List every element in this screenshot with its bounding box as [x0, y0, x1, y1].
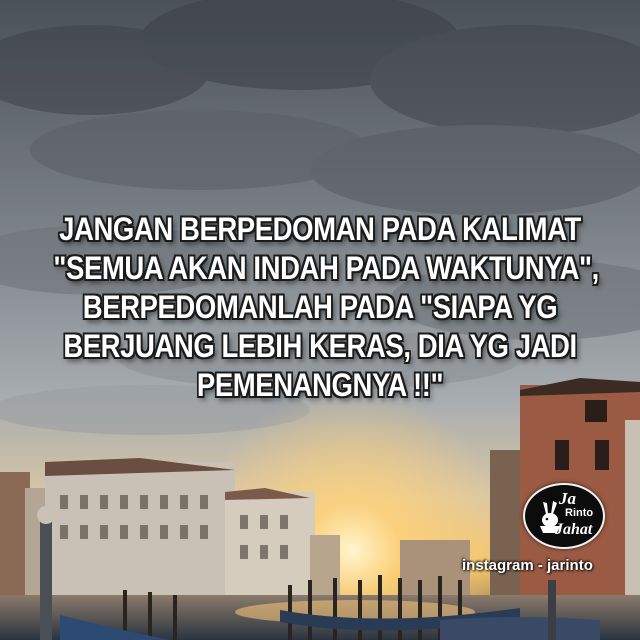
- jarinto-logo: [523, 483, 605, 549]
- logo-text-jahat: Jahat: [555, 521, 593, 538]
- logo-text-ja: Ja: [559, 489, 576, 508]
- instagram-handle: instagram - jarinto: [462, 557, 593, 574]
- logo-text-rinto: Rinto: [565, 507, 594, 519]
- quote-line: "SEMUA AKAN INDAH PADA WAKTUNYA",: [53, 250, 599, 286]
- quote-text: [53, 210, 599, 405]
- quote-line: BERJUANG LEBIH KERAS, DIA YG JADI: [63, 328, 577, 364]
- quote-line: JANGAN BERPEDOMAN PADA KALIMAT: [59, 211, 581, 247]
- quote-line: BERPEDOMANLAH PADA "SIAPA YG: [82, 289, 558, 325]
- quote-line: PEMENANGNYA !!": [196, 367, 444, 403]
